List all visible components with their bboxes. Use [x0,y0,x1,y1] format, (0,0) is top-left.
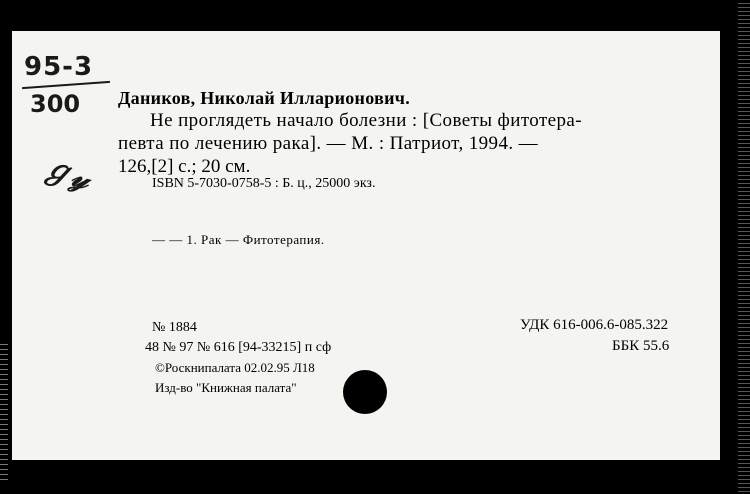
handwritten-number: 300 [30,90,81,118]
punch-hole [343,370,387,414]
handwritten-initials: ℊ𝓎 [38,149,95,198]
isbn-line: ISBN 5-7030-0758-5 : Б. ц., 25000 экз. [152,176,376,191]
handwritten-shelf-mark: 95-3 [24,52,94,82]
title-line-2: певта по лечению рака]. — М. : Патриот, 1994. — [118,133,539,154]
subject-headings: — — 1. Рак — Фитотерапия. [152,232,325,247]
record-number: № 1884 [152,320,197,335]
copyright-line: ©Роскнипалата 02.02.95 Л18 [155,360,315,375]
scan-edge-left [0,340,8,480]
bbk-code: ББК 55.6 [612,338,670,354]
author-heading: Даников, Николай Илларионович. [118,88,411,108]
pagination-line: 126,[2] с.; 20 см. [118,156,251,177]
udk-code: УДК 616-006.6-085.322 [520,317,669,333]
production-line: 48 № 97 № 616 [94-33215] п сф [145,340,332,355]
publisher-line: Изд-во "Книжная палата" [155,380,297,395]
scan-edge-right [738,0,750,494]
title-line-1: Не проглядеть начало болезни : [Советы фитотера- [150,110,582,131]
